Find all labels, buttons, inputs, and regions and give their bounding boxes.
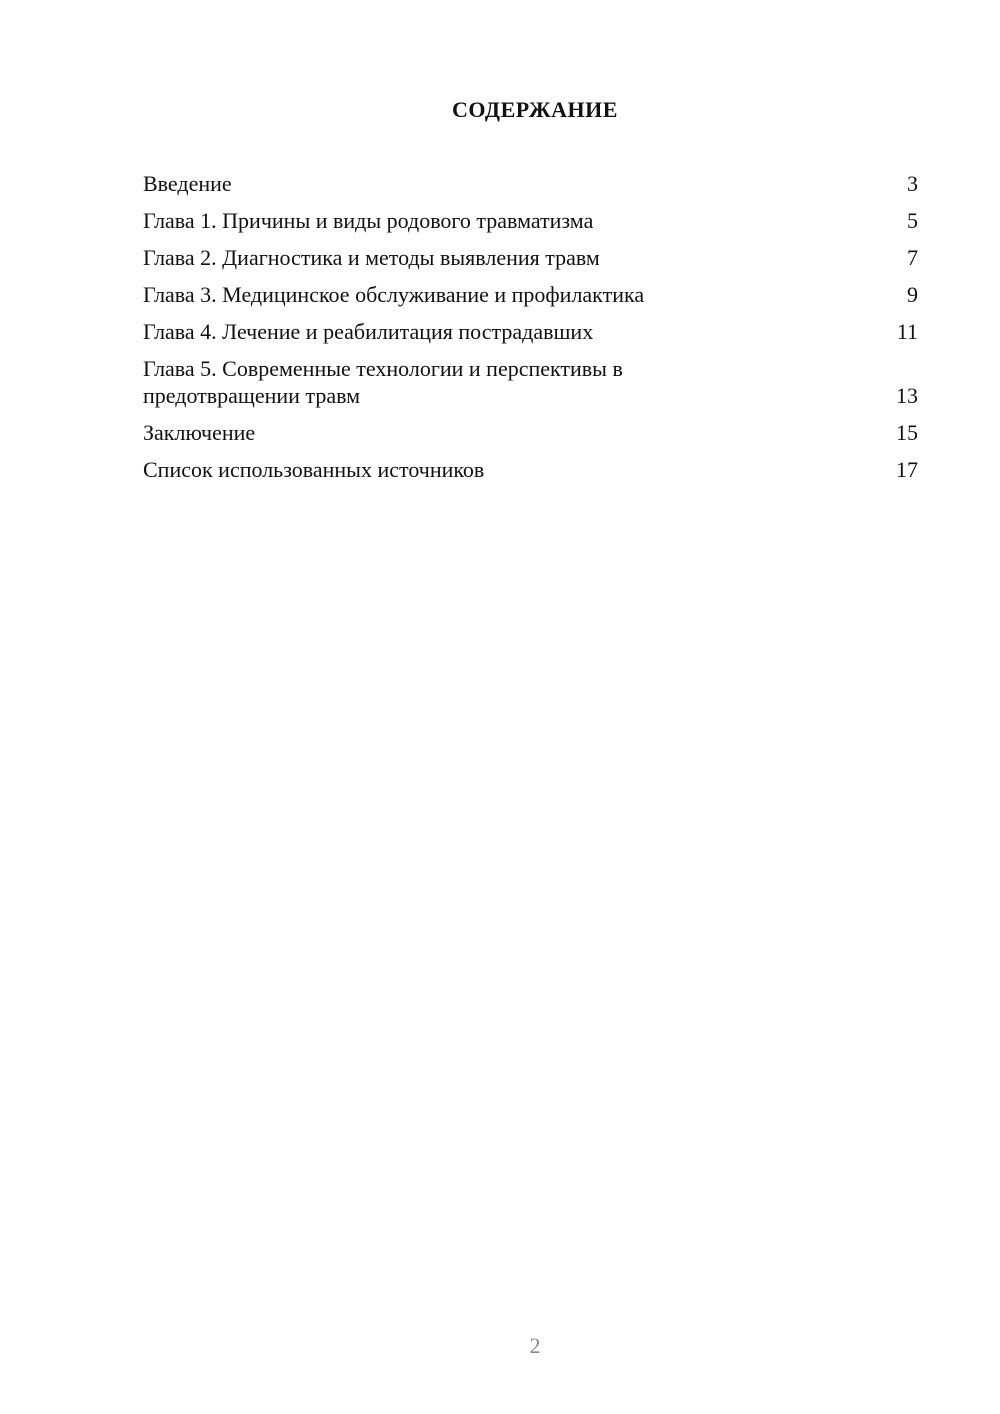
toc-entry-page: 9 bbox=[907, 282, 918, 307]
toc-entry-introduction bbox=[143, 170, 918, 197]
toc-entry-page: 3 bbox=[907, 171, 918, 196]
toc-entry-chapter-4 bbox=[143, 318, 918, 345]
toc-entry-chapter-3 bbox=[143, 281, 918, 308]
toc-entry-conclusion bbox=[143, 419, 918, 446]
toc-entry-chapter-2 bbox=[143, 244, 918, 271]
page-number: 2 bbox=[529, 1333, 541, 1358]
toc-entry-label: Список использованных источников bbox=[143, 457, 485, 482]
toc-entry-references bbox=[143, 456, 918, 483]
toc-entry-page: 13 bbox=[896, 383, 918, 408]
toc-title: СОДЕРЖАНИЕ bbox=[452, 97, 618, 122]
toc-entry-label: Глава 2. Диагностика и методы выявления травм bbox=[143, 245, 600, 270]
toc-entry-label: Заключение bbox=[143, 420, 256, 445]
toc-entry-page: 15 bbox=[896, 420, 918, 445]
toc-entry-label: Глава 5. Современные технологии и перспективы в предотвращении травм bbox=[143, 356, 623, 408]
toc-entry-label: Глава 4. Лечение и реабилитация пострадавших bbox=[143, 319, 594, 344]
toc-entry-page: 7 bbox=[907, 245, 918, 270]
toc-entry-label: Глава 3. Медицинское обслуживание и профилактика bbox=[143, 282, 645, 307]
toc-entry-chapter-1 bbox=[143, 207, 918, 234]
toc-entry-page: 11 bbox=[896, 319, 918, 344]
toc-entry-chapter-5 bbox=[143, 355, 918, 409]
toc-entry-label: Глава 1. Причины и виды родового травматизма bbox=[143, 208, 594, 233]
toc-entry-page: 17 bbox=[896, 457, 918, 482]
table-of-contents bbox=[143, 170, 918, 493]
toc-entry-label: Введение bbox=[143, 171, 232, 196]
toc-entry-page: 5 bbox=[907, 208, 918, 233]
